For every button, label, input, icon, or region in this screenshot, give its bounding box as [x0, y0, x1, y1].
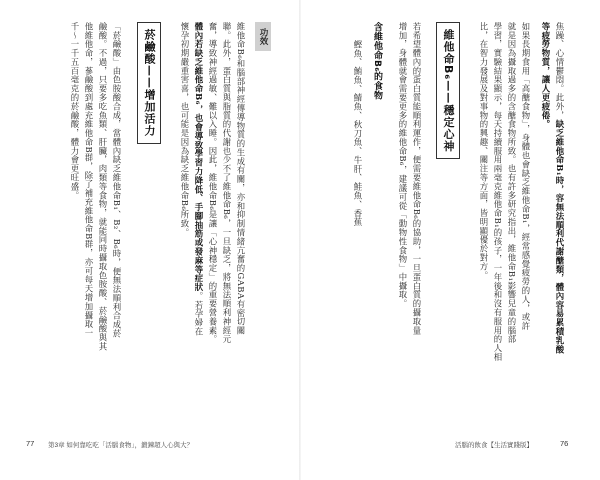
text-column: 增加，身體就會需要更多的維他命B₆，建議可從「動物性食物」中攝取。 [398, 22, 408, 309]
text-column: 若希望體內的蛋白質能順利運作，便需要維他命B₆的協助，一旦蛋白質的攝取量 [412, 22, 422, 335]
text-column: 維他命B₆和腦部神經傳導物質的生成有關，亦和抑制情緒亢奮的GABA有密切關 [236, 22, 246, 336]
text-column: 如果長期食用「高醣食物」，身體也會缺乏維他命B₁，經常感覺疲勞的人，或許 [521, 22, 531, 331]
emphasis-text: 缺乏維他命B₁時，容無法順利代謝醣類，體內容易累積乳酸 [555, 119, 565, 354]
text-run: 。若孕婦在 [194, 291, 204, 337]
text-column: 等疲勞物質，讓人更疲倦。 [541, 22, 551, 129]
page-number: 77 [26, 439, 35, 448]
section-heading: 維他命B₆——穩定心神 [436, 22, 460, 159]
food-subheading: 含維他命B₆的食物 [372, 22, 382, 101]
text-run: 焦躁、心情鬱悶。此外， [555, 22, 565, 120]
running-footer: 第3章 如何靠吃吃「活腦食物」，鍛鍊超人心與大？ [48, 442, 194, 449]
text-column: 學習，實驗結果顯示，每天持續服用兩毫克維他命B₁的孩子，一年後和沒有服用的人相 [493, 22, 503, 362]
text-column: 千～一千五百毫克的菸鹼酸，體力會更旺盛。 [70, 22, 80, 200]
book-gutter [299, 0, 301, 480]
text-column: 鹼酸。不過，只要多吃魚類、肝臟，肉類等食物，就能同時攝取色胺酸、菸鹼酸與其 [98, 22, 108, 351]
text-column: 就是因為攝取過多的含醣食物所致。也有許多研究指出，維他命B₁影響兒童的腦部 [507, 22, 517, 344]
emphasis-text: 體內若缺乏維他命B₆，也會導致學習力降低、手腳抽筋或發麻等症狀 [194, 22, 204, 292]
text-column [192, 22, 205, 336]
running-footer: 活腦的飲食【生活實踐版】 [455, 442, 533, 449]
section-label-box: 功效 [255, 22, 271, 51]
food-list: 鰹魚、鮪魚、鯖魚、秋刀魚、牛肝、鮭魚、香蕉 [353, 40, 363, 227]
text-column: 比，在智力發展及對事物的興趣、關注等方面，皆明顯優於對方。 [479, 22, 489, 280]
section-heading: 菸鹼酸——增加活力 [137, 22, 161, 144]
text-column: 奮，導致神經過敏、難以入睡。因此，維他命B₆是讓「心神穩定」的重要營養素。 [208, 22, 218, 344]
text-column: 他維他命，蔘鹼酸到處充維他命B群，除了補充維他命B群，亦可每天增加攝取一 [84, 22, 94, 338]
text-column: 懷孕初期嚴重害喜，也可能是因為缺乏維他命B₆所致。 [180, 22, 190, 237]
page-number: 76 [560, 439, 569, 448]
text-column: 聯。此外，蛋白質與脂質的代謝也少不了維他命B₆，一旦缺乏，將無法順利神經元 [222, 22, 232, 344]
text-column [553, 22, 566, 354]
text-column: 「菸鹼酸」由色胺酸合成，當體內缺乏維他命B₁、B₂、B₆時，便無法順利合成菸 [112, 22, 122, 339]
